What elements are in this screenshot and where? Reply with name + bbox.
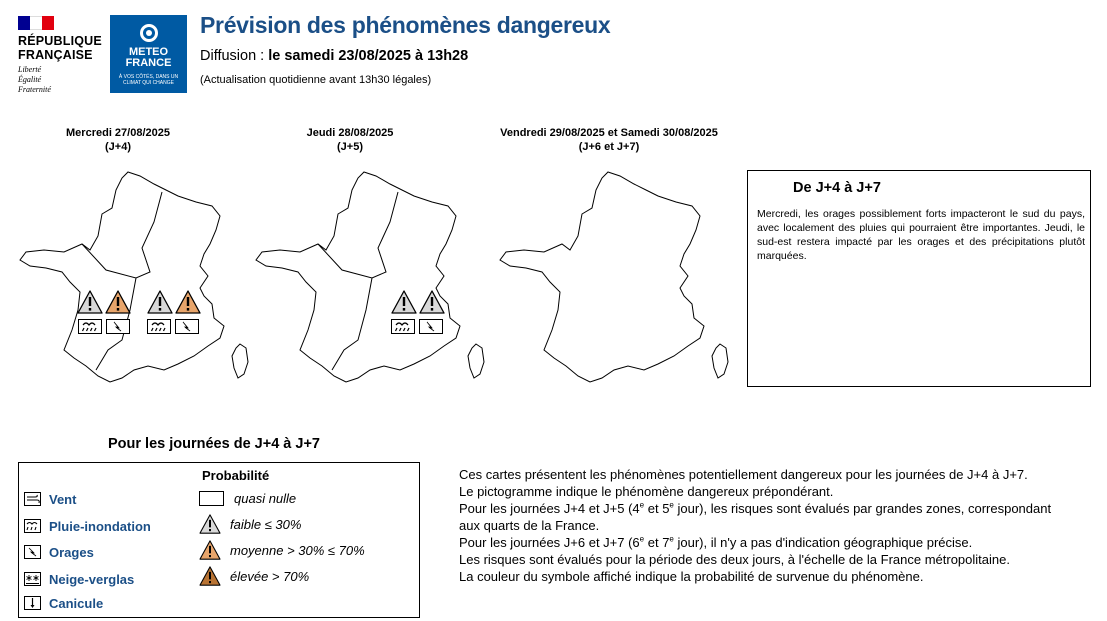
- thunderstorm-icon: [107, 320, 130, 334]
- exp4s1: e: [639, 534, 645, 544]
- mf-tagline: À VOS CÔTÉS, DANS UN CLIMAT QUI CHANGE: [118, 74, 179, 86]
- legend-prob-moyenne: [199, 539, 365, 561]
- map3-heading: [478, 126, 740, 154]
- legend-label-canicule: Canicule: [49, 595, 104, 611]
- rf-name-line1: RÉPUBLIQUE: [18, 34, 102, 48]
- exp3b: et 5: [644, 501, 670, 516]
- legend-title: Pour les journées de J+4 à J+7: [108, 436, 320, 452]
- prob-label-elevee: élevée > 70%: [230, 568, 310, 584]
- republique-francaise-logo: [18, 16, 108, 95]
- legend-item-neige: [24, 569, 134, 589]
- map-j5: [254, 170, 490, 386]
- thunderstorm-icon: [24, 545, 41, 559]
- explanation-line6: La couleur du symbole affiché indique la probabilité de survenue du phénomène.: [459, 569, 924, 584]
- prob-label-nulle: quasi nulle: [234, 490, 297, 506]
- map-j4: [18, 170, 254, 386]
- map1-day: Mercredi 27/08/2025: [66, 127, 170, 139]
- diffusion-line: [200, 48, 468, 64]
- legend-item-vent: [24, 489, 76, 509]
- exp3s2: e: [669, 500, 674, 510]
- map3-offset: (J+6 et J+7): [578, 141, 640, 153]
- snow-ice-icon: [24, 572, 41, 586]
- exp4c: jour), il n'y a pas d'indication géographique précise.: [673, 535, 973, 550]
- legend-item-pluie: [24, 516, 151, 536]
- mf-line1: METEO: [128, 46, 169, 58]
- page-title: Prévision des phénomènes dangereux: [200, 12, 611, 38]
- prob-label-faible: faible ≤ 30%: [230, 516, 302, 532]
- prob-label-moyenne: moyenne > 30% ≤ 70%: [230, 542, 365, 558]
- probability-title: Probabilité: [202, 468, 270, 483]
- thunderstorm-icon: [420, 320, 443, 334]
- rf-motto: [18, 65, 108, 95]
- summary-box: [747, 170, 1091, 387]
- explanation-text: [459, 466, 1059, 585]
- legend-prob-elevee: [199, 565, 309, 587]
- map1-offset: (J+4): [105, 141, 131, 153]
- legend-item-orages: [24, 542, 94, 562]
- motto-liberte: Liberté: [18, 65, 42, 74]
- exp4s2: e: [669, 534, 674, 544]
- empty-box-icon: [199, 488, 225, 508]
- summary-title: De J+4 à J+7: [793, 180, 881, 196]
- explanation-line2: Le pictogramme indique le phénomène dangereux prépondérant.: [459, 484, 834, 499]
- legend-box: [18, 462, 420, 618]
- legend-prob-faible: [199, 513, 301, 535]
- map2-offset: (J+5): [337, 141, 363, 153]
- explanation-line3: [459, 500, 1059, 534]
- map2-heading: [262, 126, 438, 154]
- rain-flood-icon: [148, 320, 171, 334]
- meteo-france-logo: [110, 15, 187, 93]
- map2-day: Jeudi 28/08/2025: [306, 127, 394, 139]
- french-flag-icon: [18, 16, 54, 30]
- diffusion-prefix: Diffusion :: [200, 48, 269, 64]
- exp3c: jour), les risques sont évalués par grandes zones, correspondant aux quarts de la France.: [459, 501, 1052, 533]
- map-j6-j7: [498, 170, 734, 386]
- map3-day: Vendredi 29/08/2025 et Samedi 30/08/2025: [500, 127, 718, 139]
- legend-label-pluie: Pluie-inondation: [49, 518, 151, 534]
- rain-flood-icon: [79, 320, 102, 334]
- exp3a: Pour les journées J+4 et J+5 (4: [459, 501, 640, 516]
- heatwave-icon: [24, 596, 41, 610]
- update-note: (Actualisation quotidienne avant 13h30 légales): [200, 74, 432, 86]
- motto-fraternite: Fraternité: [18, 85, 51, 94]
- legend-label-vent: Vent: [49, 491, 77, 507]
- mf-line2: FRANCE: [125, 57, 172, 69]
- map1-heading: [30, 126, 206, 154]
- rain-flood-icon: [392, 320, 415, 334]
- exp4b: et 7: [644, 535, 670, 550]
- legend-label-neige: Neige-verglas: [49, 571, 135, 587]
- diffusion-date: le samedi 23/08/2025 à 13h28: [268, 48, 469, 64]
- legend-item-canicule: [24, 593, 103, 613]
- legend-label-orages: Orages: [49, 544, 94, 560]
- meteo-france-emblem-icon: [140, 24, 158, 42]
- explanation-line5: Les risques sont évalués pour la période des deux jours, à l'échelle de la France métropolitaine.: [459, 552, 1010, 567]
- explanation-line4: [459, 534, 1059, 551]
- rf-name-line2: FRANÇAISE: [18, 48, 93, 62]
- explanation-line1: Ces cartes présentent les phénomènes potentiellement dangereux pour les journées de J+4 à J+7.: [459, 467, 1028, 482]
- exp4a: Pour les journées J+6 et J+7 (6: [459, 535, 640, 550]
- legend-prob-nulle: [199, 487, 296, 509]
- motto-egalite: Égalité: [18, 75, 42, 84]
- wind-icon: [24, 492, 41, 506]
- warning-triangle-brown-icon: [199, 566, 221, 586]
- thunderstorm-icon: [176, 320, 199, 334]
- summary-text: Mercredi, les orages possiblement forts impacteront le sud du pays, avec localement des pluies qui pourraient être importantes. Jeudi, le sud-est restera impacté par les orages et des précipitations plutôt marquées.: [757, 208, 1085, 262]
- exp3s1: e: [639, 500, 645, 510]
- rain-flood-icon: [24, 519, 41, 533]
- warning-triangle-grey-icon: [199, 514, 221, 534]
- warning-triangle-orange-icon: [199, 540, 221, 560]
